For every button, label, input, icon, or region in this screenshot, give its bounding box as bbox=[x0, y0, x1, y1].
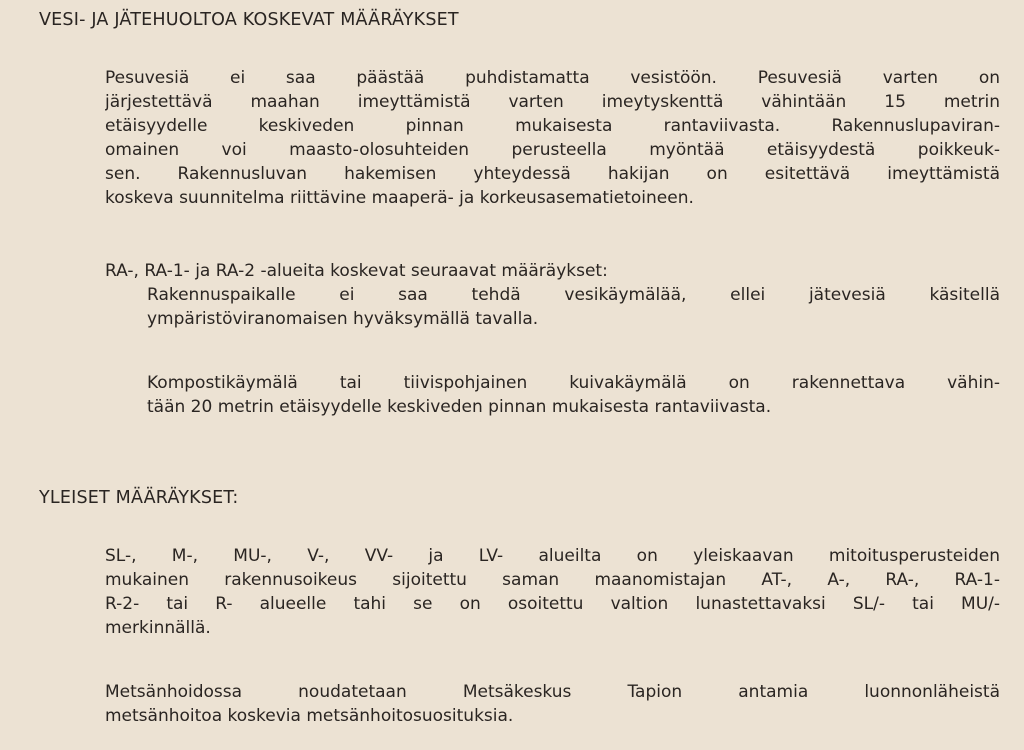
paragraph-line: tään 20 metrin etäisyydelle keskiveden pinnan mukaisesta rantaviivasta. bbox=[147, 397, 772, 417]
paragraph-line: mukainen rakennusoikeus sijoitettu saman maanomistajan AT-, A-, RA-, RA-1- bbox=[105, 570, 1000, 590]
paragraph-wash-water bbox=[105, 66, 1000, 210]
paragraph-line: etäisyydelle keskiveden pinnan mukaisesta rantaviivasta. Rakennuslupaviran- bbox=[105, 116, 1000, 136]
paragraph-line: merkinnällä. bbox=[105, 618, 211, 638]
paragraph-line: sen. Rakennusluvan hakemisen yhteydessä hakijan on esitettävä imeyttämistä bbox=[105, 164, 1000, 184]
section-heading-general: YLEISET MÄÄRÄYKSET: bbox=[39, 488, 239, 508]
paragraph-line: omainen voi maasto-olosuhteiden perusteella myöntää etäisyydestä poikkeuk- bbox=[105, 140, 1000, 160]
paragraph-line: Kompostikäymälä tai tiivispohjainen kuivakäymälä on rakennettava vähin- bbox=[147, 373, 1000, 393]
paragraph-ra-areas bbox=[105, 259, 1000, 331]
paragraph-line: SL-, M-, MU-, V-, VV- ja LV- alueilta on yleiskaavan mitoitusperusteiden bbox=[105, 546, 1000, 566]
paragraph-compost-toilet bbox=[105, 371, 1000, 419]
paragraph-line: RA-, RA-1- ja RA-2 -alueita koskevat seuraavat määräykset: bbox=[105, 261, 608, 281]
paragraph-line: ympäristöviranomaisen hyväksymällä tavalla. bbox=[147, 309, 539, 329]
section-heading-water-waste: VESI- JA JÄTEHUOLTOA KOSKEVAT MÄÄRÄYKSET bbox=[39, 10, 459, 30]
paragraph-building-rights bbox=[105, 544, 1000, 640]
paragraph-line: metsänhoitoa koskevia metsänhoitosuosituksia. bbox=[105, 706, 514, 726]
paragraph-forestry bbox=[105, 680, 1000, 728]
paragraph-line: Pesuvesiä ei saa päästää puhdistamatta vesistöön. Pesuvesiä varten on bbox=[105, 68, 1000, 88]
paragraph-line: R-2- tai R- alueelle tahi se on osoitettu valtion lunastettavaksi SL/- tai MU/- bbox=[105, 594, 1000, 614]
paragraph-line: Metsänhoidossa noudatetaan Metsäkeskus Tapion antamia luonnonläheistä bbox=[105, 682, 1000, 702]
paragraph-line: Rakennuspaikalle ei saa tehdä vesikäymälää, ellei jätevesiä käsitellä bbox=[147, 285, 1000, 305]
paragraph-line: koskeva suunnitelma riittävine maaperä- ja korkeusasematietoineen. bbox=[105, 188, 694, 208]
paragraph-line: järjestettävä maahan imeyttämistä varten imeytyskenttä vähintään 15 metrin bbox=[105, 92, 1000, 112]
